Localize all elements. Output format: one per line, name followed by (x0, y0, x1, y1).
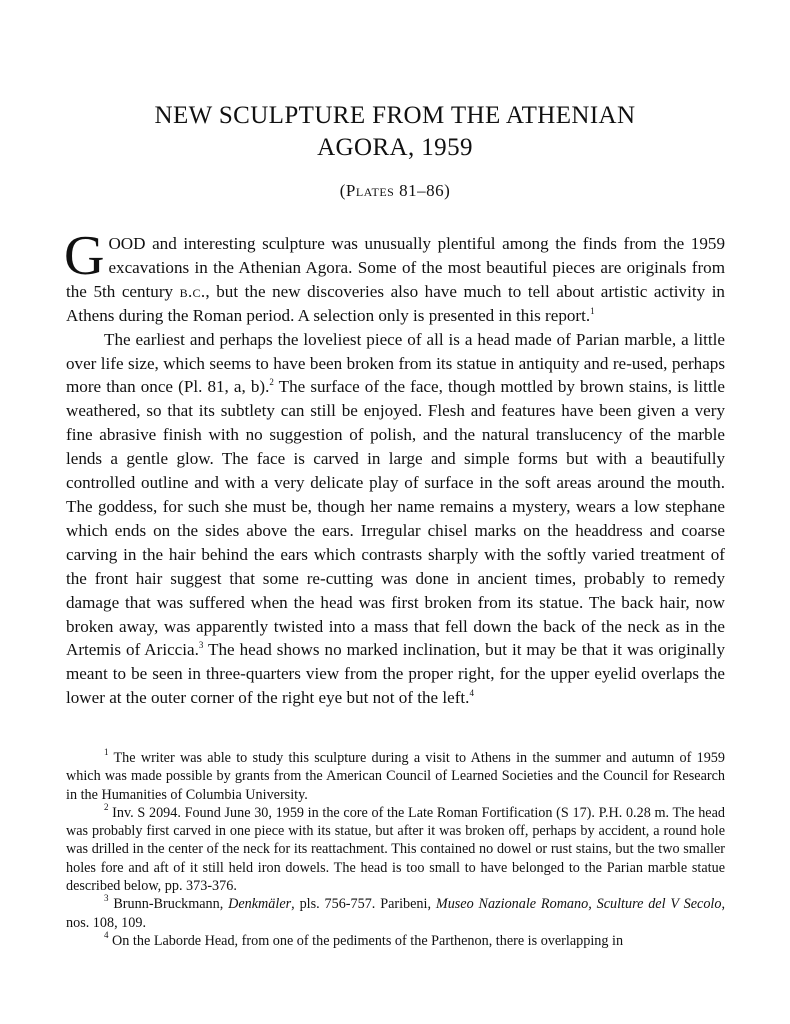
title-line-2: AGORA, 1959 (317, 134, 473, 161)
title-line-1: NEW SCULPTURE FROM THE ATHENIAN (154, 102, 636, 129)
footnote-1: $^1$ The writer was able to study this sculpture during a visit to Athens in the summer and autumn of 1959 which was made possible by grants from the American Council of Learned Societies and the Council for Research in the Humanities of Columbia University. (66, 747, 725, 803)
footnote-4: $^4$ On the Laborde Head, from one of the pediments of the Parthenon, there is overlapping in (104, 929, 624, 949)
paragraph-2: The earliest and perhaps the loveliest piece of all is a head made of Parian marble, a little over life size, which seems to have been broken from its statue in antiquity and re-used, perhaps more than once (Pl. 81, a, b).$^2$ The surface of the face, though mottled by brown stains, is little weathered, so that its subtlety can still be enjoyed. Flesh and features have been given a very fine abrasive finish with no suggestion of polish, and the natural translucency of the marble lends a gentle glow. The face is carved in large and simple forms but with a beautifully controlled outline and with a very delicate play of surface in the soft areas around the mouth. The goddess, for such she must be, though her name remains a mystery, wears a low stephane which ends on the sides above the ears. Irregular chisel marks on the headdress and coarse carving in the hair behind the ears which contrasts sharply with the softly varied treatment of the front hair suggest that some re-cutting was done in ancient times, probably to remedy damage that was suffered when the head was first broken from its statue. The back hair, now broken away, was apparently twisted into a mass that fell down the back of the neck as in the Artemis of Ariccia.$^3$ The head shows no marked inclination, but it may be that it was originally meant to be seen in three-quarters view from the proper right, for the upper eyelid overlaps the lower at the outer corner of the right eye but not of the left.$^4$ (66, 329, 726, 708)
footnote-number: 4 (104, 929, 109, 940)
plates-reference: (Plates 81–86) (339, 181, 451, 200)
era-abbreviation: b.c. (179, 281, 206, 301)
footnote-ref[interactable]: 1 (590, 305, 595, 316)
drop-cap: G (64, 225, 105, 287)
lead-caps: OOD (108, 234, 146, 253)
footnote-ref[interactable]: 2 (269, 377, 274, 388)
footnote-number: 1 (104, 747, 109, 757)
footnote-2: $^2$ Inv. S 2094. Found June 30, 1959 in the core of the Late Roman Fortification (S 17). P.H. 0.28 m. The head was probably first carved in one piece with its statue, but after it was broken off, perhaps by accident, a round hole was drilled in the center of the neck for its reattachment. This contained no dowel or rust stains, but the two smaller holes fore and aft of it still held iron dowels. The head is too small to have belonged to the Parian marble statue described below, pp. 373-376. (66, 801, 725, 895)
footnote-3: $^3$ Brunn-Bruckmann, Denkmäler, pls. 756-757. Paribeni, Museo Nazionale Romano, Sculture del V Secolo, nos. 108, 109. (66, 893, 726, 931)
article-body (64, 225, 726, 710)
footnotes (66, 749, 725, 950)
footnote-ref[interactable]: 3 (198, 640, 204, 651)
paragraph-1: GOOD and interesting sculpture was unusually plentiful among the finds from the 1959 excavations in the Athenian Agora. Some of the most beautiful pieces are originals from the 5th century b.c., but the new discoveries also have much to tell about artistic activity in Athens during the Roman period. A selection only is presented in this report.$^1$ (64, 225, 725, 325)
work-title: Museo Nazionale Romano, Sculture del V Secolo (435, 896, 722, 913)
work-title: Denkmäler (228, 896, 292, 913)
footnote-number: 2 (104, 801, 109, 812)
footnote-number: 3 (104, 893, 109, 904)
footnote-ref[interactable]: 4 (469, 688, 474, 699)
page-title (60, 100, 730, 164)
